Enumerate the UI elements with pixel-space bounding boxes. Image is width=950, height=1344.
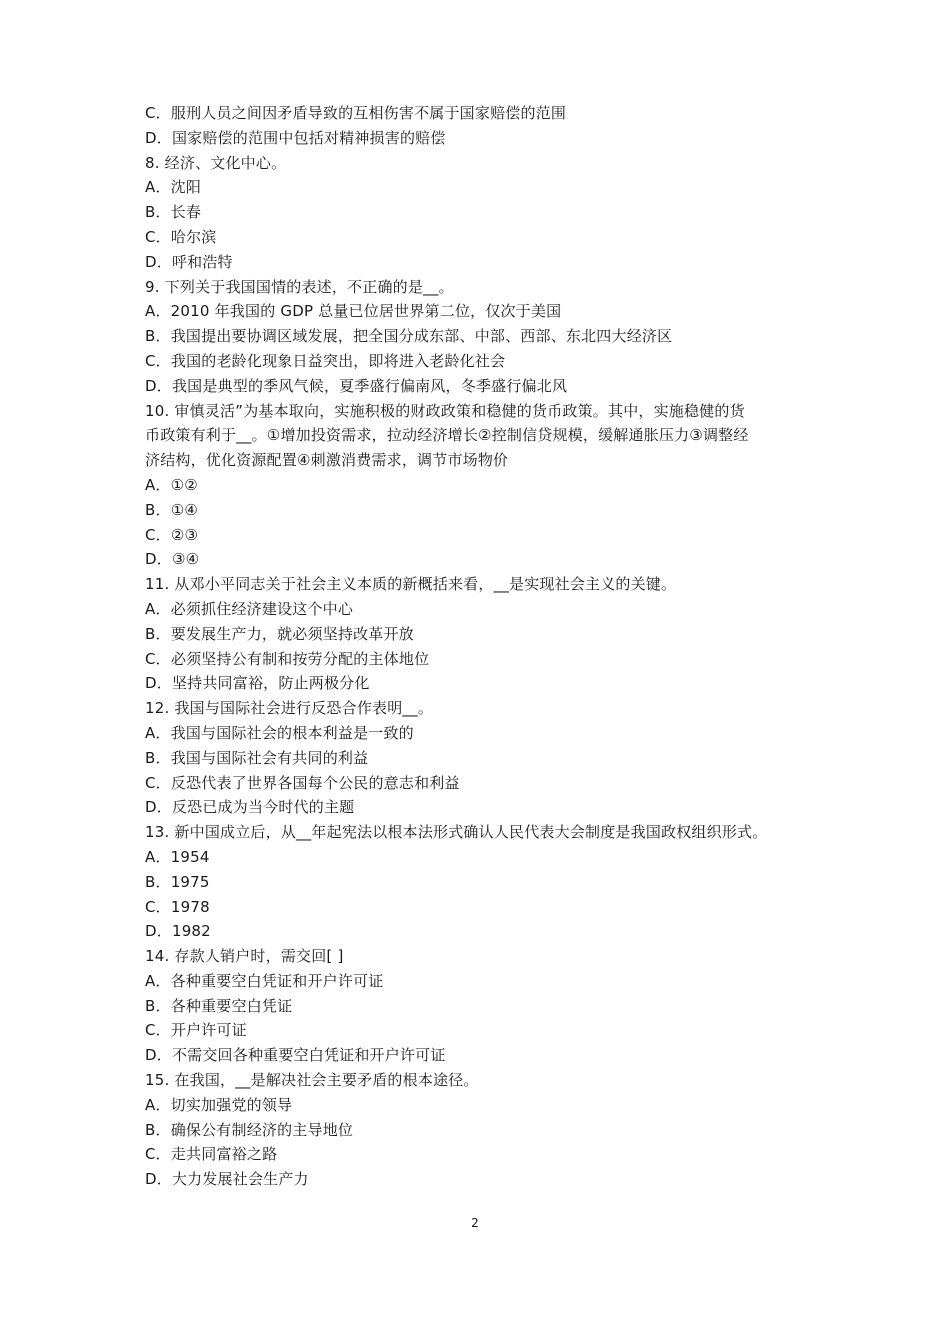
question-11: 11. 从邓小平同志关于社会主义本质的新概括来看，__是实现社会主义的关键。 (145, 575, 677, 594)
question-15: 15. 在我国，__是解决社会主要矛盾的根本途径。 (145, 1071, 479, 1090)
option-a: A．切实加强党的领导 (145, 1095, 293, 1114)
option-a: A．各种重要空白凭证和开户许可证 (145, 971, 384, 990)
option-c: C．②③ (145, 525, 199, 544)
option-d: D．我国是典型的季风气候，夏季盛行偏南风，冬季盛行偏北风 (145, 376, 568, 395)
option-b: B．我国与国际社会有共同的利益 (145, 748, 369, 767)
option-d: D．反恐已成为当今时代的主题 (145, 798, 355, 817)
page-content (145, 101, 825, 1192)
option-d: D．坚持共同富裕，防止两极分化 (145, 674, 370, 693)
option-c: C．我国的老龄化现象日益突出，即将进入老龄化社会 (145, 351, 506, 370)
option-d: D．呼和浩特 (145, 252, 233, 271)
question-10-line-3: 济结构，优化资源配置④刺激消费需求，调节市场物价 (145, 451, 509, 470)
option-a: A．必须抓住经济建设这个中心 (145, 599, 354, 618)
option-d: D．③④ (145, 550, 200, 569)
option-b: B．各种重要空白凭证 (145, 996, 293, 1015)
question-13: 13. 新中国成立后，从__年起宪法以根本法形式确认人民代表大会制度是我国政权组织形式。 (145, 823, 768, 842)
text-line: D．国家赔偿的范围中包括对精神损害的赔偿 (145, 128, 446, 147)
option-b: B．1975 (145, 872, 210, 891)
option-c: C．走共同富裕之路 (145, 1145, 278, 1164)
option-c: C．必须坚持公有制和按劳分配的主体地位 (145, 649, 430, 668)
option-c: C．反恐代表了世界各国每个公民的意志和利益 (145, 773, 460, 792)
page-number: 2 (471, 1216, 479, 1230)
option-b: B．①④ (145, 500, 198, 519)
option-a: A．2010 年我国的 GDP 总量已位居世界第二位，仅次于美国 (145, 302, 562, 321)
option-d: D．大力发展社会生产力 (145, 1170, 309, 1189)
option-a: A．1954 (145, 847, 210, 866)
question-10-line-1: 10. 审慎灵活”为基本取向，实施积极的财政政策和稳健的货币政策。其中，实施稳健的货 (145, 401, 745, 420)
question-10-line-2: 币政策有利于__。①增加投资需求，拉动经济增长②控制信贷规模，缓解通胀压力③调整经 (145, 426, 749, 445)
option-b: B．确保公有制经济的主导地位 (145, 1120, 354, 1139)
option-d: D．1982 (145, 922, 211, 941)
question-12: 12. 我国与国际社会进行反恐合作表明__。 (145, 699, 434, 718)
option-b: B．要发展生产力，就必须坚持改革开放 (145, 624, 414, 643)
option-b: B．长春 (145, 203, 202, 222)
option-c: C．哈尔滨 (145, 227, 217, 246)
option-c: C．1978 (145, 897, 210, 916)
text-line: C．服刑人员之间因矛盾导致的互相伤害不属于国家赔偿的范围 (145, 104, 567, 122)
option-d: D．不需交回各种重要空白凭证和开户许可证 (145, 1046, 446, 1065)
question-9: 9. 下列关于我国国情的表述，不正确的是__。 (145, 277, 454, 296)
question-8: 8. 经济、文化中心。 (145, 153, 287, 172)
option-a: A．我国与国际社会的根本利益是一致的 (145, 723, 414, 742)
option-b: B．我国提出要协调区域发展，把全国分成东部、中部、西部、东北四大经济区 (145, 327, 673, 346)
question-14: 14. 存款人销户时，需交回[ ] (145, 947, 344, 966)
option-c: C．开户许可证 (145, 1021, 247, 1040)
option-a: A．沈阳 (145, 178, 202, 197)
option-a: A．①② (145, 475, 198, 494)
